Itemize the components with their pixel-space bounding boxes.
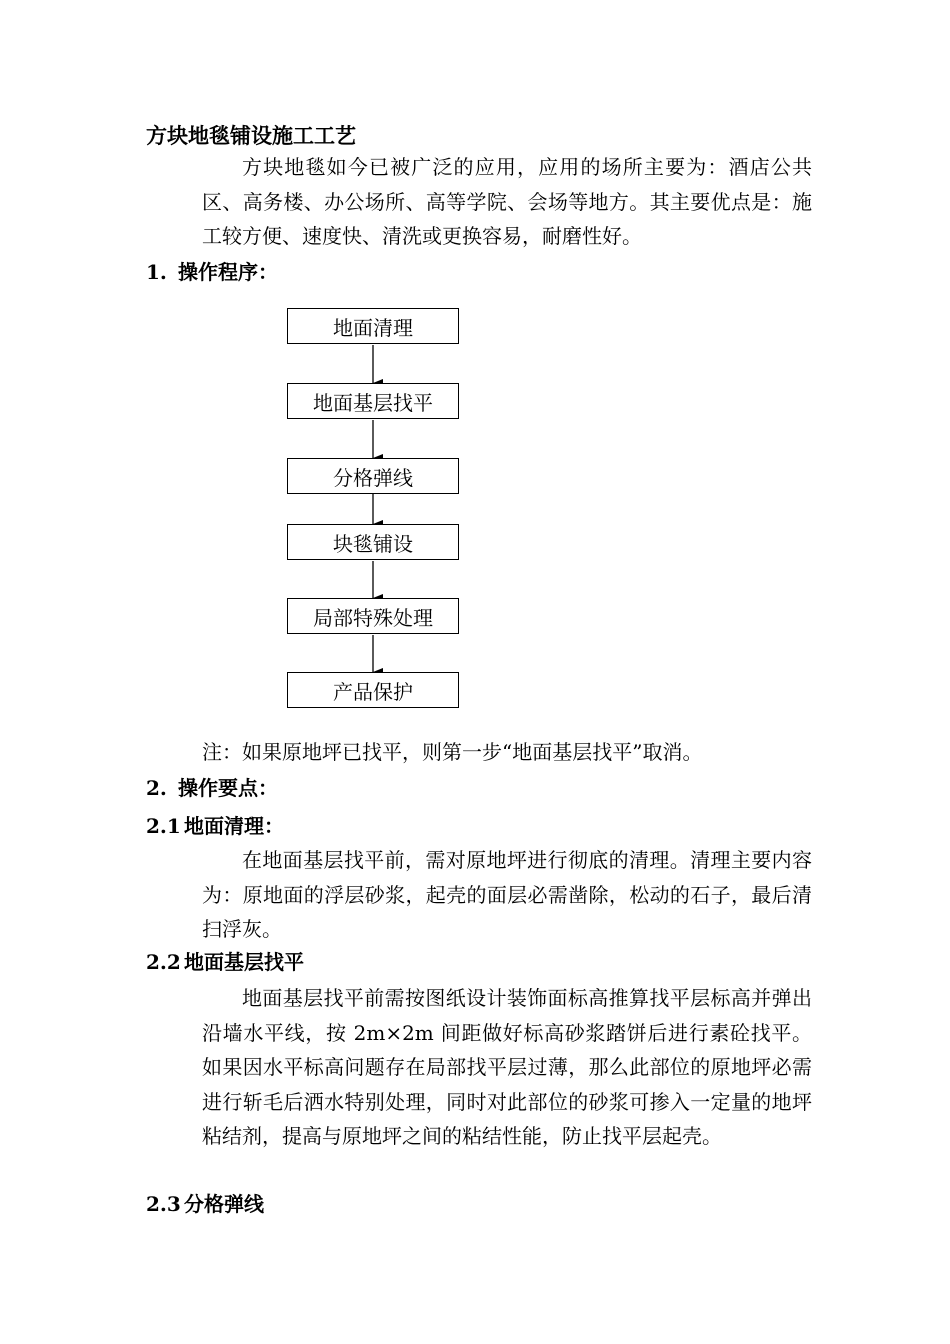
section-2-heading bbox=[146, 774, 278, 802]
section-2-2-body: 地面基层找平前需按图纸设计装饰面标高推算找平层标高并弹出沿墙水平线，按 2m×2m 间距做好标高砂浆踏饼后进行素砼找平。如果因水平标高问题存在局部找平层过薄，那么此部位的原地坪必需进行斩毛后洒水特别处理，同时对此部位的砂浆可掺入一定量的地坪粘结剂，提高与原地坪之间的粘结性能，防止找平层起壳。 bbox=[202, 986, 812, 1148]
flow-step-special-treatment: 局部特殊处理 bbox=[287, 598, 459, 634]
flow-step-grid-marking: 分格弹线 bbox=[287, 458, 459, 494]
flowchart-note: 注：如果原地坪已找平，则第一步“地面基层找平”取消。 bbox=[202, 740, 703, 764]
section-title: 操作程序： bbox=[178, 260, 278, 284]
section-number: 2.2 bbox=[146, 950, 181, 974]
flow-step-product-protection: 产品保护 bbox=[287, 672, 459, 708]
section-2-2-heading bbox=[146, 948, 304, 976]
section-title: 地面基层找平 bbox=[184, 950, 304, 974]
section-1-heading bbox=[146, 258, 278, 286]
section-2-1-heading bbox=[146, 812, 284, 840]
flow-step-ground-cleaning: 地面清理 bbox=[287, 308, 459, 344]
intro-paragraph: 方块地毯如今已被广泛的应用，应用的场所主要为：酒店公共区、高务楼、办公场所、高等学院、会场等地方。其主要优点是：施工较方便、速度快、清洗或更换容易，耐磨性好。 bbox=[202, 155, 812, 248]
section-title: 操作要点： bbox=[178, 776, 278, 800]
section-number: 2.3 bbox=[146, 1192, 181, 1216]
flow-step-tile-laying: 块毯铺设 bbox=[287, 524, 459, 560]
section-number: 1. bbox=[146, 260, 167, 284]
section-2-3-heading bbox=[146, 1190, 264, 1218]
section-title: 地面清理： bbox=[184, 814, 284, 838]
section-title: 分格弹线 bbox=[184, 1192, 264, 1216]
section-number: 2. bbox=[146, 776, 167, 800]
section-2-1-body: 在地面基层找平前，需对原地坪进行彻底的清理。清理主要内容为：原地面的浮层砂浆，起壳的面层必需凿除，松动的石子，最后清扫浮灰。 bbox=[202, 848, 812, 941]
flow-step-base-leveling: 地面基层找平 bbox=[287, 383, 459, 419]
document-title: 方块地毯铺设施工工艺 bbox=[146, 123, 356, 148]
section-number: 2.1 bbox=[146, 814, 181, 838]
